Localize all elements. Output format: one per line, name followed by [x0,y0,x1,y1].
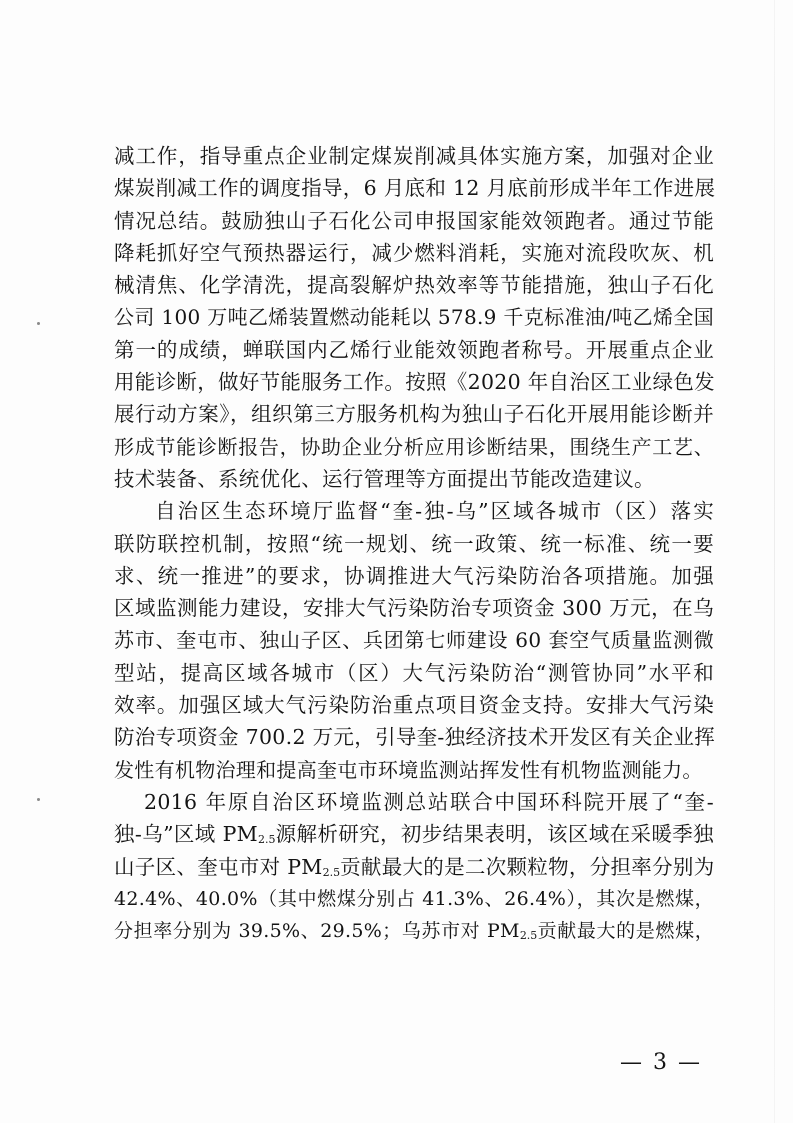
text-line: 2016 年原自治区环境监测总站联合中国环科院开展了“奎- [144,789,714,814]
text-line: 情况总结。鼓励独山子石化公司申报国家能效领跑者。通过节能 [114,208,714,233]
text-line: 苏市、奎屯市、独山子区、兵团第七师建设 60 套空气质量监测微 [114,628,714,653]
text-line: 技术装备、系统优化、运行管理等方面提出节能改造建议。 [114,466,655,491]
scan-edge-line [774,0,775,1123]
pm-subscript: 2.5 [519,929,538,943]
pm-subscript: 2.5 [322,865,341,879]
text-line: 防治专项资金 700.2 万元，引导奎-独经济技术开发区有关企业挥 [114,725,716,750]
text-fragment: 贡献最大的是二次颗粒物，分担率分别为 [340,854,715,879]
page-number: — 3 — [620,1050,702,1075]
text-line: 煤炭削减工作的调度指导，6 月底和 12 月底前形成半年工作进展 [114,176,716,201]
text-line: 效率。加强区域大气污染防治重点项目资金支持。安排大气污染 [114,693,714,718]
scan-speck [37,798,40,801]
text-line: 展行动方案》，组织第三方服务机构为独山子石化开展用能诊断并 [114,402,714,427]
text-line: 型站，提高区域各城市（区）大气污染防治“测管协同”水平和 [114,660,714,685]
pm-subscript: 2.5 [257,833,276,847]
text-line: 形成节能诊断报告，协助企业分析应用诊断结果，围绕生产工艺、 [114,434,714,459]
text-line: 械清焦、化学清洗，提高裂解炉热效率等节能措施，独山子石化 [114,273,714,298]
text-line: 自治区生态环境厅监督“奎-独-乌”区域各城市（区）落实 [155,499,714,524]
text-line: 发性有机物治理和提高奎屯市环境监测站挥发性有机物监测能力。 [114,757,703,782]
text-line: 用能诊断，做好节能服务工作。按照《2020 年自治区工业绿色发 [114,370,715,395]
text-line: 减工作，指导重点企业制定煤炭削减具体实施方案，加强对企业 [114,144,714,168]
text-fragment: 分担率分别为 39.5%、29.5%；乌苏市对 PM [114,920,520,943]
text-line: 降耗抓好空气预热器运行，减少燃料消耗，实施对流段吹灰、机 [114,240,714,265]
text-line: 第一的成绩，蝉联国内乙烯行业能效领跑者称号。开展重点企业 [114,337,714,362]
text-line: 联防联控机制，按照“统一规划、统一政策、统一标准、统一要 [114,531,714,556]
text-line: 42.4%、40.0%（其中燃煤分别占 41.3%、26.4%），其次是燃煤， [114,887,714,910]
text-line: 公司 100 万吨乙烯装置燃动能耗以 578.9 千克标准油/吨乙烯全国 [114,305,714,330]
text-line [114,851,714,883]
text-fragment: 贡献最大的是燃煤， [537,920,714,943]
text-line: 区域监测能力建设，安排大气污染防治专项资金 300 万元，在乌 [114,596,714,621]
text-fragment: 山子区、奎屯市对 PM [114,854,323,879]
scan-speck [37,322,40,325]
body-text [114,140,714,947]
text-line [114,915,714,947]
text-fragment: 源解析研究，初步结果表明，该区域在采暖季独 [275,822,714,847]
text-line [114,818,714,850]
text-fragment: 独-乌”区域 PM [114,822,258,847]
text-line: 求、统一推进”的要求，协调推进大气污染防治各项措施。加强 [114,563,714,588]
